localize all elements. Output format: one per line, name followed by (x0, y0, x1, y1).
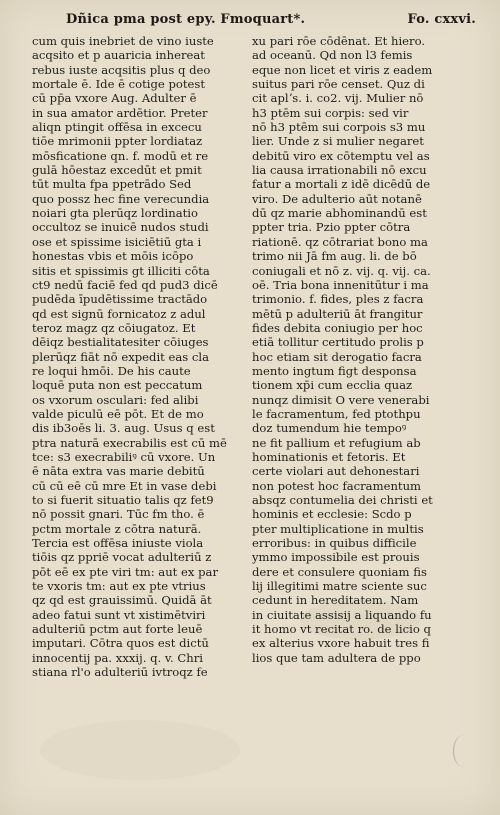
text-line: erroribus: in quibus difficile (252, 536, 417, 551)
text-line: occultoz se inuicē nudos studi (32, 220, 209, 235)
text-line: pudēda īpudētissime tractādo (32, 292, 208, 307)
text-line: pctm mortale z cōtra naturā. (32, 521, 202, 536)
text-line: tionem xp̄i cum ecclia quaz (252, 378, 413, 393)
text-line: stiana rl'o adulteriū ivtroqz fe (32, 665, 208, 680)
text-line: ptra naturā execrabilis est cū mē (32, 435, 227, 450)
text-line: adeo fatui sunt vt xistimētviri (32, 607, 206, 622)
text-line: doz tumendum hie tempoꝰ (252, 421, 407, 436)
text-line: ē nāta extra vas marie debitū (32, 464, 205, 479)
text-line: acqsito et p auaricia inhereat (32, 48, 205, 63)
text-line: dis ib3oēs li. 3. aug. Usus q est (32, 421, 215, 436)
running-header (32, 10, 484, 32)
text-line: sitis et spissimis gt illiciti cōta (32, 263, 210, 278)
text-line: in sua amator ardētior. Preter (32, 105, 208, 120)
text-line: fatur a mortali z idē dicēdū de (252, 177, 431, 192)
text-line: mētū p adulteriū āt frangitur (252, 306, 423, 321)
text-line: lia causa irrationabili nō excu (252, 163, 427, 178)
text-line: certe violari aut dehonestari (252, 464, 420, 479)
text-line: valde piculū eē pōt. Et de mo (32, 406, 204, 421)
text-line: os vxorum osculari: fed alibi (32, 392, 199, 407)
text-line: ymmo impossibile est prouis (252, 550, 420, 565)
text-line: cū pp̄a vxore Aug. Adulter ē (32, 91, 197, 106)
text-line: pter multiplicatione in multis (252, 521, 424, 536)
text-line: coniugali et nō z. vij. q. vij. ca. (252, 263, 431, 278)
text-line: tiōis qz ppriē vocat adulteriū z (32, 550, 212, 565)
text-line: etiā tollitur certitudo prolis p (252, 335, 424, 350)
text-line: lios que tam adultera de ppo (252, 650, 421, 665)
text-line: ex alterius vxore habuit tres fi (252, 636, 430, 651)
text-line: ct9 nedū faciē fed qd pud3 dicē (32, 277, 218, 292)
text-column-left (32, 34, 244, 679)
text-line: oē. Tria bona innenitūtur i ma (252, 277, 429, 292)
text-line: teroz magz qz cōiugatoz. Et (32, 320, 196, 335)
text-line: plerūqz fiāt nō expedit eas cla (32, 349, 210, 364)
text-line: riationē. qz cōtrariat bono ma (252, 234, 428, 249)
text-line: viro. De adulterio aūt notanē (252, 191, 422, 206)
text-line: tce: s3 execrabiliꝰ cū vxore. Un (32, 449, 216, 464)
text-line: mortale ē. Ide ē cotige potest (32, 77, 206, 92)
text-line: mento ingtum figt desponsa (252, 363, 417, 378)
text-line: dere et consulere quoniam fis (252, 564, 427, 579)
text-column-right (252, 34, 464, 665)
text-line: ad oceanū. Qd non l3 femis (252, 48, 413, 63)
text-line: aliqn ptingit offēsa in excecu (32, 120, 202, 135)
text-line: cū cū eē cū mre Et in vase debi (32, 478, 217, 493)
text-line: nunqz dimisit O vere venerabi (252, 392, 430, 407)
text-line: qd est signū fornicatoz z adul (32, 306, 206, 321)
text-line: Tercia est offēsa iniuste viola (32, 536, 204, 551)
text-line: re loqui hmōi. De his caute (32, 363, 191, 378)
text-line: nō possit gnari. Tūc fm tho. ē (32, 507, 205, 522)
text-line: mōsficatione qn. f. modū et re (32, 148, 209, 163)
text-line: nō h3 ptēm sui corpois s3 mu (252, 120, 426, 135)
text-line: tiōe mrimonii ppter lordiataz (32, 134, 203, 149)
text-line: hoc etiam sit derogatio facra (252, 349, 422, 364)
text-line: absqz contumelia dei christi et (252, 493, 433, 507)
text-line: le facramentum, fed ptothpu (252, 406, 421, 421)
text-line: quo possz hec fine verecundia (32, 191, 210, 206)
text-line: in ciuitate assisij a liquando fu (252, 607, 432, 622)
text-line: adulteriū pctm aut forte leuē (32, 622, 203, 637)
text-line: gulā hōestaz excedūt et pmit (32, 163, 202, 178)
text-line: eque non licet et viris z eadem (252, 62, 433, 77)
text-line: trimonio. f. fides, ples z facra (252, 292, 424, 307)
text-line: xu pari rōe cōdēnat. Et hiero. (252, 34, 426, 48)
text-line: pōt eē ex pte viri tm: aut ex par (32, 564, 218, 579)
text-line: non potest hoc facramentum (252, 478, 422, 493)
text-line: to si fuerit situatio talis qz fet9 (32, 493, 214, 507)
text-line: honestas vbis et mōis icōpo (32, 249, 194, 264)
text-line: hominationis et fetoris. Et (252, 449, 406, 464)
header-title: Dñica pma post epy. Fmoquart*. (66, 12, 306, 27)
text-line: ne fit pallium et refugium ab (252, 435, 421, 450)
text-line: imputari. Cōtra quos est dictū (32, 636, 209, 651)
text-line: loquē puta non est peccatum (32, 378, 203, 393)
text-line: lij illegitimi matre sciente suc (252, 579, 427, 594)
text-line: innocentij pa. xxxij. q. v. Chri (32, 650, 204, 665)
text-line: trimo nii Jā fm aug. li. de bō (252, 249, 417, 264)
text-line: it homo vt recitat ro. de licio q (252, 622, 431, 637)
paper-stain (40, 720, 240, 780)
text-line: cedunt in hereditatem. Nam (252, 593, 419, 608)
text-line: dū qz marie abhominandū est (252, 206, 427, 221)
text-line: fides debita coniugio per hoc (252, 320, 423, 335)
text-line: qz qd est grauissimū. Quidā āt (32, 593, 212, 608)
text-line: dēiqz bestialitatesiter cōiuges (32, 335, 209, 350)
text-line: cum quis inebriet de vino iuste (32, 34, 214, 48)
text-line: h3 ptēm sui corpis: sed vir (252, 105, 409, 120)
folio-number: Fo. cxxvi. (407, 12, 476, 27)
text-line: cit aplʼs. i. co2. vij. Mulier nō (252, 91, 424, 106)
text-line: noiari gta plerūqz lordinatio (32, 206, 198, 221)
text-line: hominis et ecclesie: Scdo p (252, 507, 412, 522)
text-line: suitus pari rōe censet. Quz di (252, 77, 425, 92)
text-line: debitū viro ex cōtemptu vel as (252, 148, 430, 163)
text-line: te vxoris tm: aut ex pte vtrius (32, 579, 206, 594)
text-line: ppter tria. Pzio ppter cōtra (252, 220, 411, 235)
text-line: tūt multa fpa ppetrādo Sed (32, 177, 192, 192)
text-line: rebus iuste acqsitis plus q deo (32, 62, 211, 77)
text-line: ose et spissime isiciētiū gta i (32, 234, 202, 249)
margin-mark (453, 735, 474, 767)
text-line: lier. Unde z si mulier negaret (252, 134, 424, 149)
